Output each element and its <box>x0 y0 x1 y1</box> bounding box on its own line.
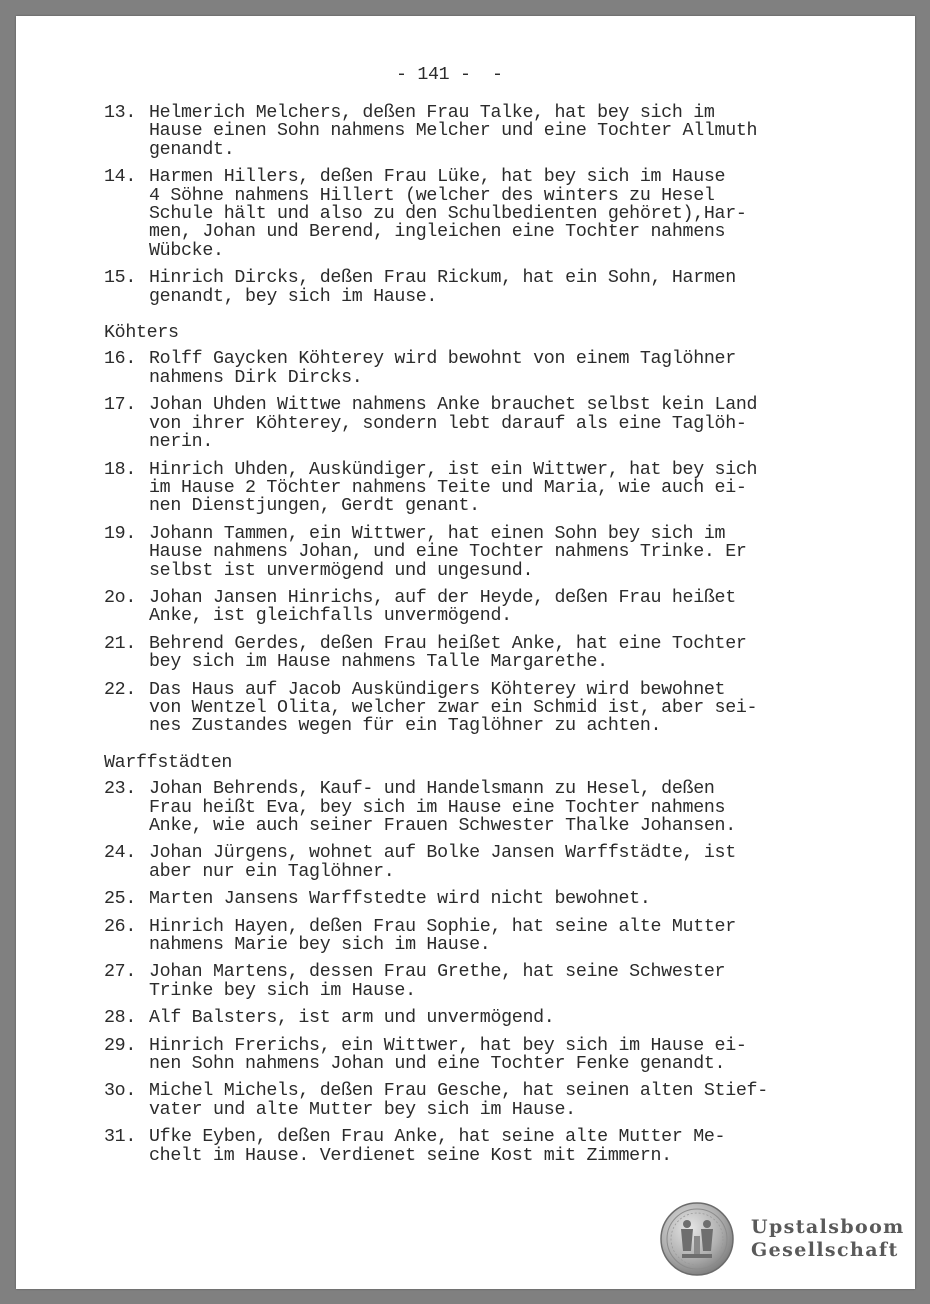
entry-number: 17. <box>104 395 137 416</box>
entry-line: genandt. <box>149 139 235 160</box>
list-item <box>104 525 804 580</box>
entry-text <box>149 461 804 516</box>
entry-line: nen Dienstjungen, Gerdt genant. <box>149 496 480 517</box>
society-name-line2: Gesellschaft <box>751 1239 899 1261</box>
entry-text <box>149 1082 804 1119</box>
list-item <box>104 461 804 516</box>
society-name-line1: Upstalsboom <box>751 1216 905 1238</box>
entry-text <box>149 525 804 580</box>
list-item <box>104 635 804 672</box>
list-item <box>104 396 804 451</box>
entry-number: 21. <box>104 633 137 654</box>
list-item <box>104 780 804 835</box>
entry-line: 4 Söhne nahmens Hillert (welcher des winters zu Hesel <box>149 185 715 206</box>
entry-list <box>104 104 804 1174</box>
entry-text <box>149 1128 804 1165</box>
entry-line: Johan Behrends, Kauf- und Handelsmann zu Hesel, deßen <box>149 779 715 800</box>
list-item <box>104 589 804 626</box>
entry-line: Anke, ist gleichfalls unvermögend. <box>149 606 512 627</box>
entry-line: Helmerich Melchers, deßen Frau Talke, hat bey sich im <box>149 103 715 123</box>
upstalsboom-logo <box>658 1200 908 1280</box>
entry-text <box>149 104 804 159</box>
list-item <box>104 168 804 260</box>
document-page <box>16 16 915 1289</box>
section-heading-koehters: Köhters <box>104 323 179 344</box>
entry-line: nes Zustandes wegen für ein Taglöhner zu achten. <box>149 716 662 737</box>
entry-number: 24. <box>104 843 137 864</box>
entry-number: 31. <box>104 1127 137 1148</box>
entry-line: Trinke bey sich im Hause. <box>149 980 416 1001</box>
entry-line: nen Sohn nahmens Johan und eine Tochter Fenke genandt. <box>149 1054 726 1075</box>
entry-number: 3o. <box>104 1081 137 1102</box>
entry-line: Johann Tammen, ein Wittwer, hat einen Sohn bey sich im <box>149 523 726 544</box>
entry-text <box>149 890 804 908</box>
entry-line: nahmens Dirk Dircks. <box>149 367 363 388</box>
entry-line: Hinrich Uhden, Auskündiger, ist ein Wittwer, hat bey sich <box>149 459 758 480</box>
list-item <box>104 844 804 881</box>
entry-line: Frau heißt Eva, bey sich im Hause eine Tochter nahmens <box>149 797 726 818</box>
entry-line: bey sich im Hause nahmens Talle Margarethe. <box>149 652 608 673</box>
entry-number: 15. <box>104 268 137 289</box>
list-item <box>104 104 804 159</box>
entry-line: Alf Balsters, ist arm und unvermögend. <box>149 1008 555 1029</box>
list-item <box>104 1009 804 1027</box>
entry-line: aber nur ein Taglöhner. <box>149 861 395 882</box>
entry-line: Rolff Gaycken Köhterey wird bewohnt von einem Taglöhner <box>149 349 736 370</box>
page-number: - 141 - - <box>396 65 503 85</box>
society-name <box>751 1216 905 1262</box>
entry-number: 25. <box>104 889 137 910</box>
entry-number: 13. <box>104 103 137 123</box>
entry-line: Harmen Hillers, deßen Frau Lüke, hat bey sich im Hause <box>149 167 726 188</box>
list-item <box>104 1128 804 1165</box>
list-item <box>104 350 804 387</box>
entry-line: Hinrich Hayen, deßen Frau Sophie, hat seine alte Mutter <box>149 916 736 937</box>
entry-line: von Wentzel Olita, welcher zwar ein Schmid ist, aber sei- <box>149 697 758 718</box>
entry-text <box>149 589 804 626</box>
entry-line: von ihrer Köhterey, sondern lebt darauf als eine Taglöh- <box>149 413 747 434</box>
entry-number: 2o. <box>104 587 137 608</box>
entry-text <box>149 1009 804 1027</box>
entries-section-koehters <box>104 350 804 735</box>
entry-text <box>149 780 804 835</box>
entry-number: 23. <box>104 779 137 800</box>
list-item <box>104 890 804 908</box>
entry-line: selbst ist unvermögend und ungesund. <box>149 560 534 581</box>
entry-number: 29. <box>104 1035 137 1056</box>
list-item <box>104 1037 804 1074</box>
entry-text <box>149 918 804 955</box>
entry-line: Ufke Eyben, deßen Frau Anke, hat seine alte Mutter Me- <box>149 1127 726 1148</box>
list-item <box>104 681 804 736</box>
entry-line: vater und alte Mutter bey sich im Hause. <box>149 1099 576 1120</box>
entry-number: 28. <box>104 1008 137 1029</box>
entry-text <box>149 396 804 451</box>
entry-text <box>149 681 804 736</box>
entry-line: Marten Jansens Warffstedte wird nicht bewohnet. <box>149 889 651 910</box>
entry-text <box>149 350 804 387</box>
entry-line: Hause nahmens Johan, und eine Tochter nahmens Trinke. Er <box>149 542 747 563</box>
entry-line: Hinrich Dircks, deßen Frau Rickum, hat ein Sohn, Harmen <box>149 268 736 289</box>
entry-number: 16. <box>104 349 137 370</box>
entry-number: 19. <box>104 523 137 544</box>
entry-line: men, Johan und Berend, ingleichen eine Tochter nahmens <box>149 222 726 243</box>
entry-line: Johan Uhden Wittwe nahmens Anke brauchet selbst kein Land <box>149 395 758 416</box>
entry-line: Wübcke. <box>149 240 224 261</box>
entry-line: Johan Jansen Hinrichs, auf der Heyde, deßen Frau heißet <box>149 587 736 608</box>
section-heading-warffstaedten: Warffstädten <box>104 752 233 773</box>
entry-line: Schule hält und also zu den Schulbedienten gehöret),Har- <box>149 204 747 225</box>
entry-line: Hause einen Sohn nahmens Melcher und eine Tochter Allmuth <box>149 121 758 142</box>
entry-text <box>149 963 804 1000</box>
entry-text <box>149 844 804 881</box>
entry-number: 18. <box>104 459 137 480</box>
entry-text <box>149 1037 804 1074</box>
entry-text <box>149 635 804 672</box>
entry-line: Anke, wie auch seiner Frauen Schwester Thalke Johansen. <box>149 816 736 836</box>
entry-line: Behrend Gerdes, deßen Frau heißet Anke, hat eine Tochter <box>149 633 747 654</box>
entry-line: Michel Michels, deßen Frau Gesche, hat seinen alten Stief- <box>149 1081 768 1102</box>
entries-section-households <box>104 104 804 306</box>
entry-line: genandt, bey sich im Hause. <box>149 286 438 307</box>
entry-line: nerin. <box>149 432 214 453</box>
entry-number: 22. <box>104 679 137 700</box>
entry-line: Das Haus auf Jacob Auskündigers Köhterey wird bewohnet <box>149 679 726 700</box>
list-item <box>104 918 804 955</box>
list-item <box>104 269 804 306</box>
entry-line: Hinrich Frerichs, ein Wittwer, hat bey sich im Hause ei- <box>149 1035 747 1056</box>
society-seal-icon <box>660 1202 734 1276</box>
entry-number: 27. <box>104 962 137 983</box>
entry-number: 14. <box>104 167 137 188</box>
entry-line: Johan Jürgens, wohnet auf Bolke Jansen Warffstädte, ist <box>149 843 736 864</box>
entry-line: Johan Martens, dessen Frau Grethe, hat seine Schwester <box>149 962 726 983</box>
entry-number: 26. <box>104 916 137 937</box>
entries-section-warffstaedten <box>104 780 804 1165</box>
entry-line: chelt im Hause. Verdienet seine Kost mit Zimmern. <box>149 1145 672 1166</box>
entry-line: nahmens Marie bey sich im Hause. <box>149 935 491 956</box>
list-item <box>104 1082 804 1119</box>
list-item <box>104 963 804 1000</box>
entry-text <box>149 168 804 260</box>
entry-text <box>149 269 804 306</box>
entry-line: im Hause 2 Töchter nahmens Teite und Maria, wie auch ei- <box>149 477 747 498</box>
